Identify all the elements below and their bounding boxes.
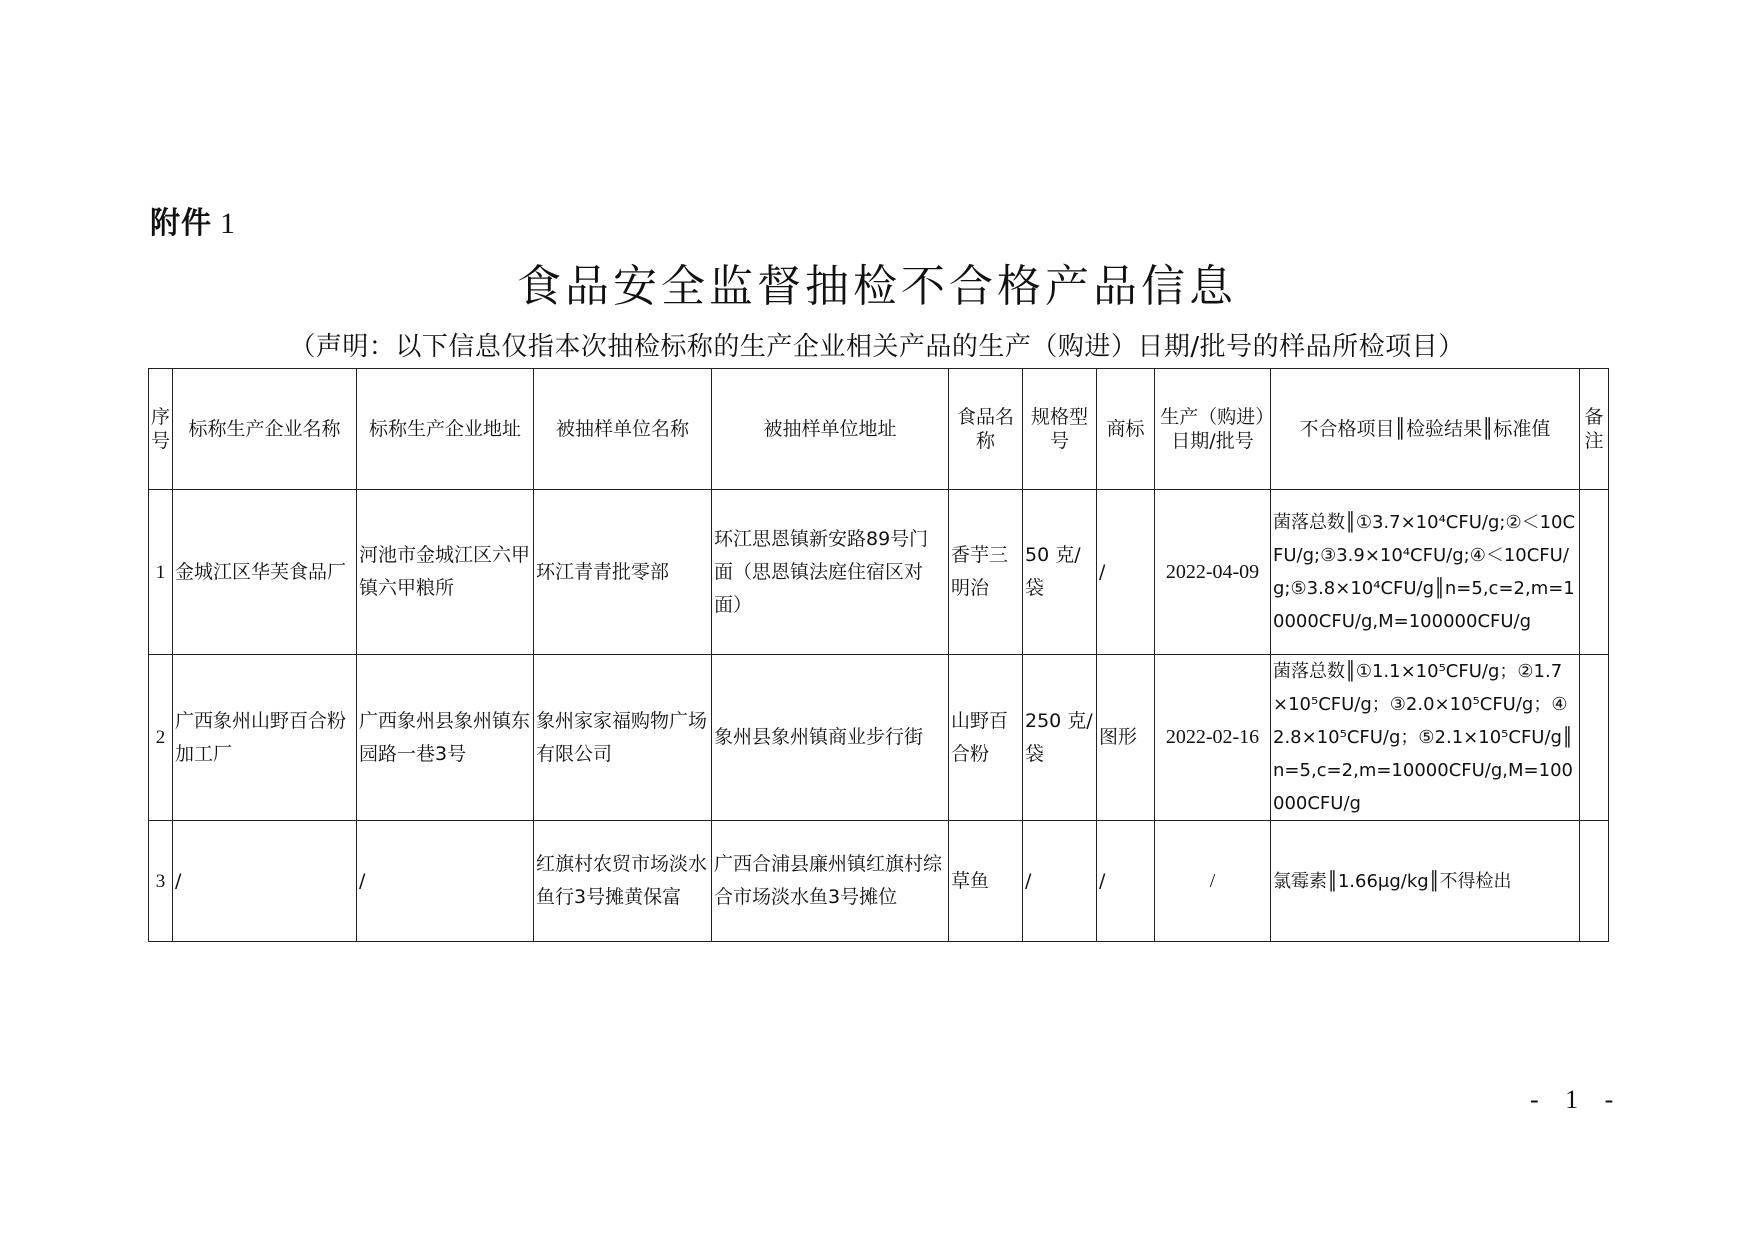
cell-seq: 1 xyxy=(149,490,173,655)
table-row xyxy=(149,821,1609,942)
cell-spec: 250 克/袋 xyxy=(1023,655,1097,821)
attachment-number: 1 xyxy=(220,207,236,240)
header-trademark: 商标 xyxy=(1097,369,1155,490)
cell-sampled-unit: 环江青青批零部 xyxy=(534,490,712,655)
cell-sampled-address: 环江思恩镇新安路89号门面（思恩镇法庭住宿区对面） xyxy=(712,490,949,655)
attachment-label-text: 附件 xyxy=(150,206,212,241)
cell-trademark: 图形 xyxy=(1097,655,1155,821)
cell-fail-items: 菌落总数║①3.7×10⁴CFU/g;②＜10CFU/g;③3.9×10⁴CFU/g;④＜10CFU/g;⑤3.8×10⁴CFU/g║n=5,c=2,m=10000CFU/g,M=100000CFU/g xyxy=(1271,490,1580,655)
header-sampled-unit: 被抽样单位名称 xyxy=(534,369,712,490)
table-header-row xyxy=(149,369,1609,490)
page-subtitle: （声明：以下信息仅指本次抽检标称的生产企业相关产品的生产（购进）日期/批号的样品所检项目） xyxy=(289,332,1465,362)
cell-trademark: / xyxy=(1097,490,1155,655)
cell-food-name: 草鱼 xyxy=(949,821,1023,942)
cell-fail-items: 氯霉素║1.66μg/kg║不得检出 xyxy=(1271,821,1580,942)
cell-date: 2022-02-16 xyxy=(1155,655,1271,821)
cell-remark xyxy=(1580,821,1609,942)
header-date: 生产（购进）日期/批号 xyxy=(1155,369,1271,490)
cell-producer-name: 广西象州山野百合粉加工厂 xyxy=(173,655,357,821)
header-remark: 备注 xyxy=(1580,369,1609,490)
cell-remark xyxy=(1580,490,1609,655)
header-sampled-address: 被抽样单位地址 xyxy=(712,369,949,490)
cell-producer-address: 广西象州县象州镇东园路一巷3号 xyxy=(357,655,534,821)
cell-producer-address: 河池市金城江区六甲镇六甲粮所 xyxy=(357,490,534,655)
cell-seq: 3 xyxy=(149,821,173,942)
cell-producer-name: 金城江区华芙食品厂 xyxy=(173,490,357,655)
cell-food-name: 香芋三明治 xyxy=(949,490,1023,655)
cell-fail-items: 菌落总数║①1.1×10⁵CFU/g；②1.7×10⁵CFU/g；③2.0×10⁵CFU/g；④2.8×10⁵CFU/g；⑤2.1×10⁵CFU/g║n=5,c=2,m=10000CFU/g,M=100000CFU/g xyxy=(1271,655,1580,821)
cell-remark xyxy=(1580,655,1609,821)
header-producer-address: 标称生产企业地址 xyxy=(357,369,534,490)
cell-producer-address: / xyxy=(357,821,534,942)
attachment-label xyxy=(150,198,236,242)
table-row xyxy=(149,490,1609,655)
header-spec: 规格型号 xyxy=(1023,369,1097,490)
header-producer-name: 标称生产企业名称 xyxy=(173,369,357,490)
cell-sampled-address: 广西合浦县廉州镇红旗村综合市场淡水鱼3号摊位 xyxy=(712,821,949,942)
cell-sampled-unit: 红旗村农贸市场淡水鱼行3号摊黄保富 xyxy=(534,821,712,942)
header-fail-items: 不合格项目║检验结果║标准值 xyxy=(1271,369,1580,490)
cell-producer-name: / xyxy=(173,821,357,942)
header-food-name: 食品名称 xyxy=(949,369,1023,490)
cell-spec: / xyxy=(1023,821,1097,942)
cell-sampled-unit: 象州家家福购物广场有限公司 xyxy=(534,655,712,821)
cell-trademark: / xyxy=(1097,821,1155,942)
page-number: - 1 - xyxy=(1530,1085,1624,1114)
cell-food-name: 山野百合粉 xyxy=(949,655,1023,821)
table-row xyxy=(149,655,1609,821)
header-seq: 序号 xyxy=(149,369,173,490)
cell-date: 2022-04-09 xyxy=(1155,490,1271,655)
cell-sampled-address: 象州县象州镇商业步行街 xyxy=(712,655,949,821)
cell-seq: 2 xyxy=(149,655,173,821)
nonconforming-products-table xyxy=(148,368,1609,942)
cell-date: / xyxy=(1155,821,1271,942)
cell-spec: 50 克/袋 xyxy=(1023,490,1097,655)
page-title: 食品安全监督抽检不合格产品信息 xyxy=(517,261,1237,312)
